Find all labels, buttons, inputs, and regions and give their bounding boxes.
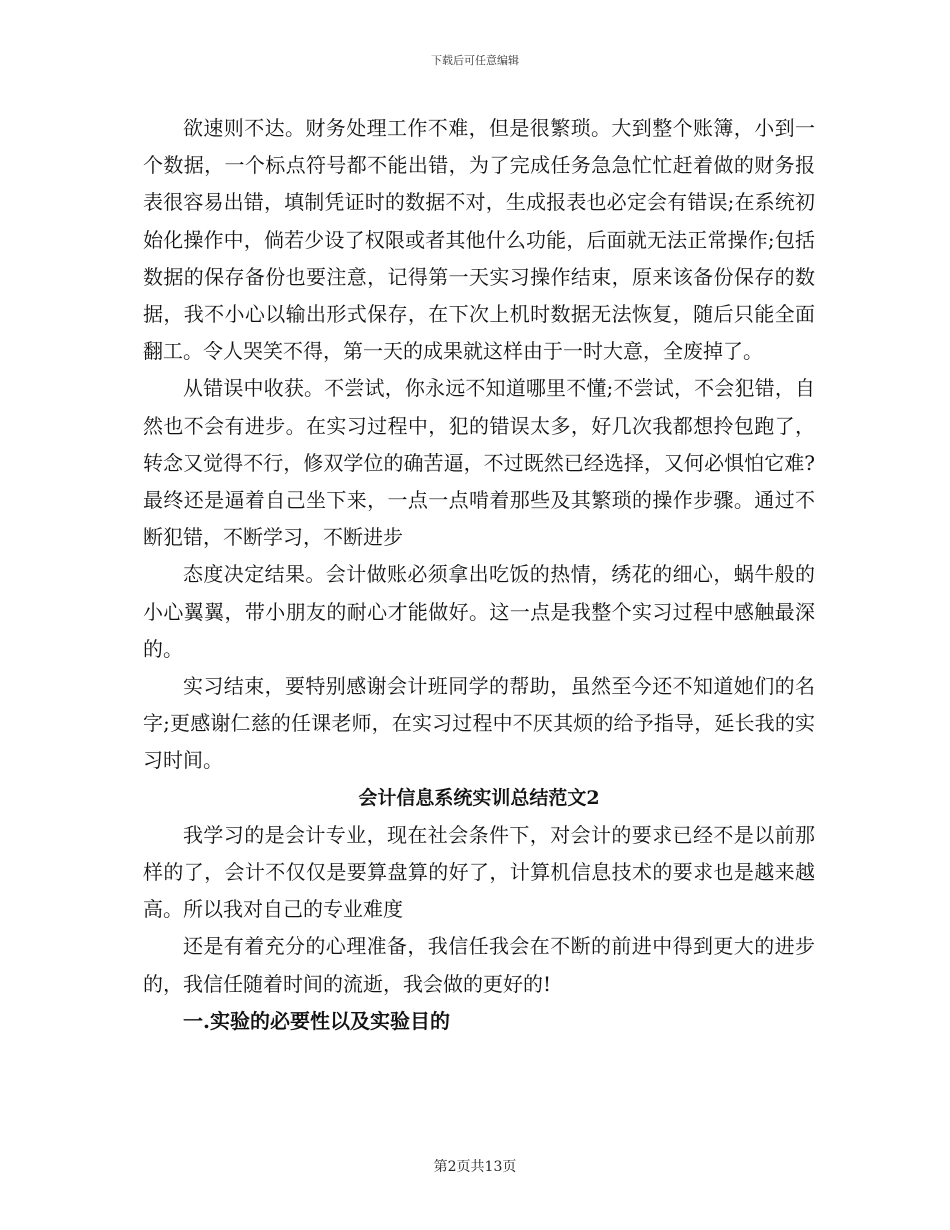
- paragraph-haste: 欲速则不达。财务处理工作不难，但是很繁琐。大到整个账簿，小到一个数据，一个标点符号都不能出错，为了完成任务急急忙忙赶着做的财务报表很容易出错，填制凭证时的数据不对，生成报表也必定会有错误;在系统初始化操作中，倘若少设了权限或者其他什么功能，后面就无法正常操作;包括数据的保存备份也要注意，记得第一天实习操作结束，原来该备份保存的数据，我不小心以输出形式保存，在下次上机时数据无法恢复，随后只能全面翻工。令人哭笑不得，第一天的成果就这样由于一时大意，全废掉了。: [143, 116, 815, 364]
- paragraph-attitude: 态度决定结果。会计做账必须拿出吃饭的热情，绣花的细心，蜗牛般的小心翼翼，带小朋友的耐心才能做好。这一点是我整个实习过程中感触最深的。: [143, 562, 815, 661]
- paragraph-preparation: 还是有着充分的心理准备，我信任我会在不断的前进中得到更大的进步的，我信任随着时间的流逝，我会做的更好的!: [143, 934, 815, 996]
- paragraph-thanks: 实习结束，要特别感谢会计班同学的帮助，虽然至今还不知道她们的名字;更感谢仁慈的任课老师，在实习过程中不厌其烦的给予指导，延长我的实习时间。: [143, 674, 815, 773]
- page-header: 下载后可任意编辑: [431, 54, 519, 67]
- paragraph-major: 我学习的是会计专业，现在社会条件下，对会计的要求已经不是以前那样的了，会计不仅仅是要算盘算的好了，计算机信息技术的要求也是越来越高。所以我对自己的专业难度: [143, 822, 815, 922]
- page-number: 第2页共13页: [433, 1159, 517, 1175]
- paragraph-learn-from-errors: 从错误中收获。不尝试，你永远不知道哪里不懂;不尝试，不会犯错，自然也不会有进步。在实习过程中，犯的错误太多，好几次我都想拎包跑了，转念又觉得不行，修双学位的确苦逼，不过既然已经选择，又何必惧怕它难?最终还是逼着自己坐下来，一点一点啃着那些及其繁琐的操作步骤。通过不断犯错，不断学习，不断进步: [143, 376, 815, 550]
- subheading-experiment-purpose: 一.实验的必要性以及实验目的: [183, 1008, 450, 1033]
- document-body: [143, 110, 815, 1040]
- section-title: 会计信息系统实训总结范文2: [358, 786, 600, 809]
